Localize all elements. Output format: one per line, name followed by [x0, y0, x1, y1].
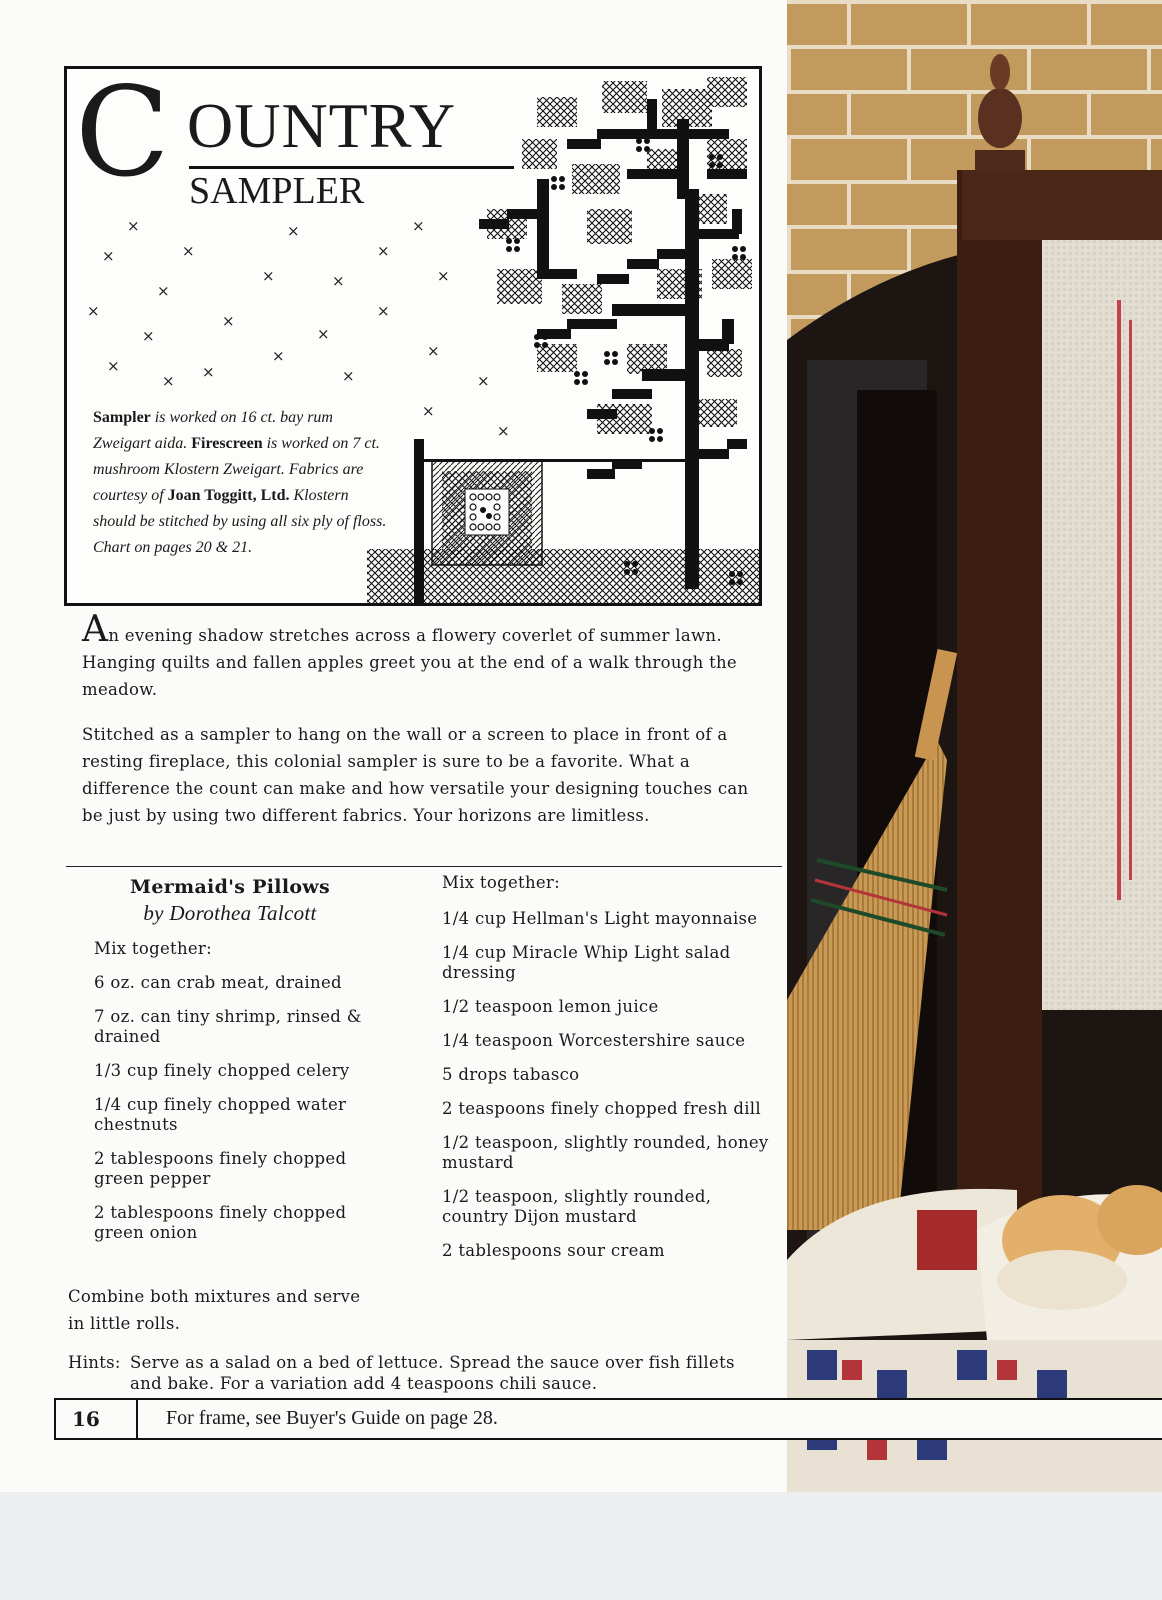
cross-stitch-mark: × — [222, 312, 235, 330]
cross-stitch-mark: × — [342, 367, 355, 385]
cross-stitch-mark: × — [127, 217, 140, 235]
ingredient-item: 7 oz. can tiny shrimp, rinsed & drained — [94, 1007, 362, 1046]
left-ingredient-list — [94, 973, 390, 1243]
fabric-note-part: is worked on 16 ct. bay rum Zweigart aida. — [93, 409, 333, 452]
intro-text — [82, 609, 767, 847]
cross-stitch-mark: × — [377, 302, 390, 320]
left-mix-heading: Mix together: — [94, 939, 212, 958]
cross-stitch-mark: × — [332, 272, 345, 290]
intro-paragraph-1 — [82, 609, 767, 703]
sampler-chart-box — [64, 66, 762, 606]
cross-stitch-mark: × — [102, 247, 115, 265]
cross-stitch-mark: × — [377, 242, 390, 260]
ingredient-item: 1/4 teaspoon Worcestershire sauce — [442, 1031, 746, 1050]
ingredient-item: 1/4 cup Miracle Whip Light salad dressing — [442, 943, 731, 982]
ingredient-item: 1/4 cup finely chopped water chestnuts — [94, 1095, 347, 1134]
ingredient-item: 6 oz. can crab meat, drained — [94, 973, 342, 992]
fabric-note-part: Sampler — [93, 409, 151, 426]
right-ingredient-list — [442, 909, 772, 1261]
intro-paragraph-2: Stitched as a sampler to hang on the wall or a screen to place in front of a resting fireplace, this colonial sampler is sure to be a favorite. What a difference the count can make and how versatile your designing touches can be just by using two different fabrics. Your horizons are limitless. — [82, 725, 749, 825]
cross-stitch-mark: × — [477, 372, 490, 390]
photo-illustration — [787, 0, 1162, 1492]
ingredient-item: 1/3 cup finely chopped celery — [94, 1061, 350, 1080]
ingredient-item: 2 tablespoons finely chopped green onion — [94, 1203, 347, 1242]
cross-stitch-mark: × — [182, 242, 195, 260]
cross-stitch-mark: × — [437, 267, 450, 285]
page-number: 16 — [56, 1400, 138, 1438]
combine-instructions: Combine both mixtures and serve in little rolls. — [68, 1287, 361, 1333]
title-initial: C — [75, 66, 170, 205]
ingredient-item: 2 teaspoons finely chopped fresh dill — [442, 1099, 761, 1118]
fabric-note-part: Joan Toggitt, Ltd. — [167, 487, 290, 504]
intro-paragraph-1-text: n evening shadow stretches across a flowery coverlet of summer lawn. Hanging quilts and fallen apples greet you at the end of a walk through the meadow. — [82, 626, 738, 699]
cross-stitch-mark: × — [287, 222, 300, 240]
cross-stitch-mark: × — [162, 372, 175, 390]
ingredient-item: 1/2 teaspoon lemon juice — [442, 997, 659, 1016]
fireplace-photo — [787, 0, 1162, 1492]
cross-stitch-mark: × — [317, 325, 330, 343]
hints-text: Serve as a salad on a bed of lettuce. Spread the sauce over fish fillets and bake. For a variation add 4 teaspoons chili sauce. — [130, 1353, 735, 1393]
cross-stitch-mark: × — [87, 302, 100, 320]
ingredient-item: 1/2 teaspoon, slightly rounded, honey mustard — [442, 1133, 769, 1172]
cross-stitch-mark: × — [107, 357, 120, 375]
cross-stitch-mark: × — [142, 327, 155, 345]
cross-stitch-mark: × — [157, 282, 170, 300]
cross-stitch-mark: × — [272, 347, 285, 365]
recipe-right-column — [442, 873, 772, 1275]
fabric-note-part: Klostern should be stitched by using all six ply of floss. Chart on pages 20 & 21. — [93, 487, 387, 556]
cross-stitch-mark: × — [262, 267, 275, 285]
page-footer — [54, 1398, 1162, 1440]
recipe-author: by Dorothea Talcott — [143, 901, 317, 925]
ingredient-item: 5 drops tabasco — [442, 1065, 580, 1084]
hints-label: Hints: — [68, 1353, 121, 1372]
fabric-note-part: Firescreen — [191, 435, 263, 452]
fabric-note — [93, 405, 393, 561]
recipe-left-column — [90, 875, 390, 1257]
ingredient-item: 2 tablespoons finely chopped green pepper — [94, 1149, 347, 1188]
drop-cap: A — [82, 609, 109, 650]
footer-note: For frame, see Buyer's Guide on page 28. — [166, 1407, 498, 1429]
ingredient-item: 1/4 cup Hellman's Light mayonnaise — [442, 909, 758, 928]
cross-stitch-mark: × — [202, 363, 215, 381]
ingredient-item: 1/2 teaspoon, slightly rounded, country Dijon mustard — [442, 1187, 712, 1226]
recipe-title: Mermaid's Pillows — [130, 876, 330, 898]
section-divider — [66, 866, 782, 867]
ingredient-item: 2 tablespoons sour cream — [442, 1241, 665, 1260]
page-subtitle: SAMPLER — [189, 170, 365, 212]
page-title: OUNTRY — [187, 90, 457, 161]
right-mix-heading: Mix together: — [442, 873, 560, 892]
cross-stitch-mark: × — [497, 422, 510, 440]
cross-stitch-mark: × — [412, 217, 425, 235]
cross-stitch-mark: × — [427, 342, 440, 360]
cross-stitch-mark: × — [422, 402, 435, 420]
fabric-note-part: is worked on 7 ct. mushroom Klostern Zweigart. Fabrics are courtesy of — [93, 435, 380, 504]
recipe-hints — [68, 1352, 768, 1394]
